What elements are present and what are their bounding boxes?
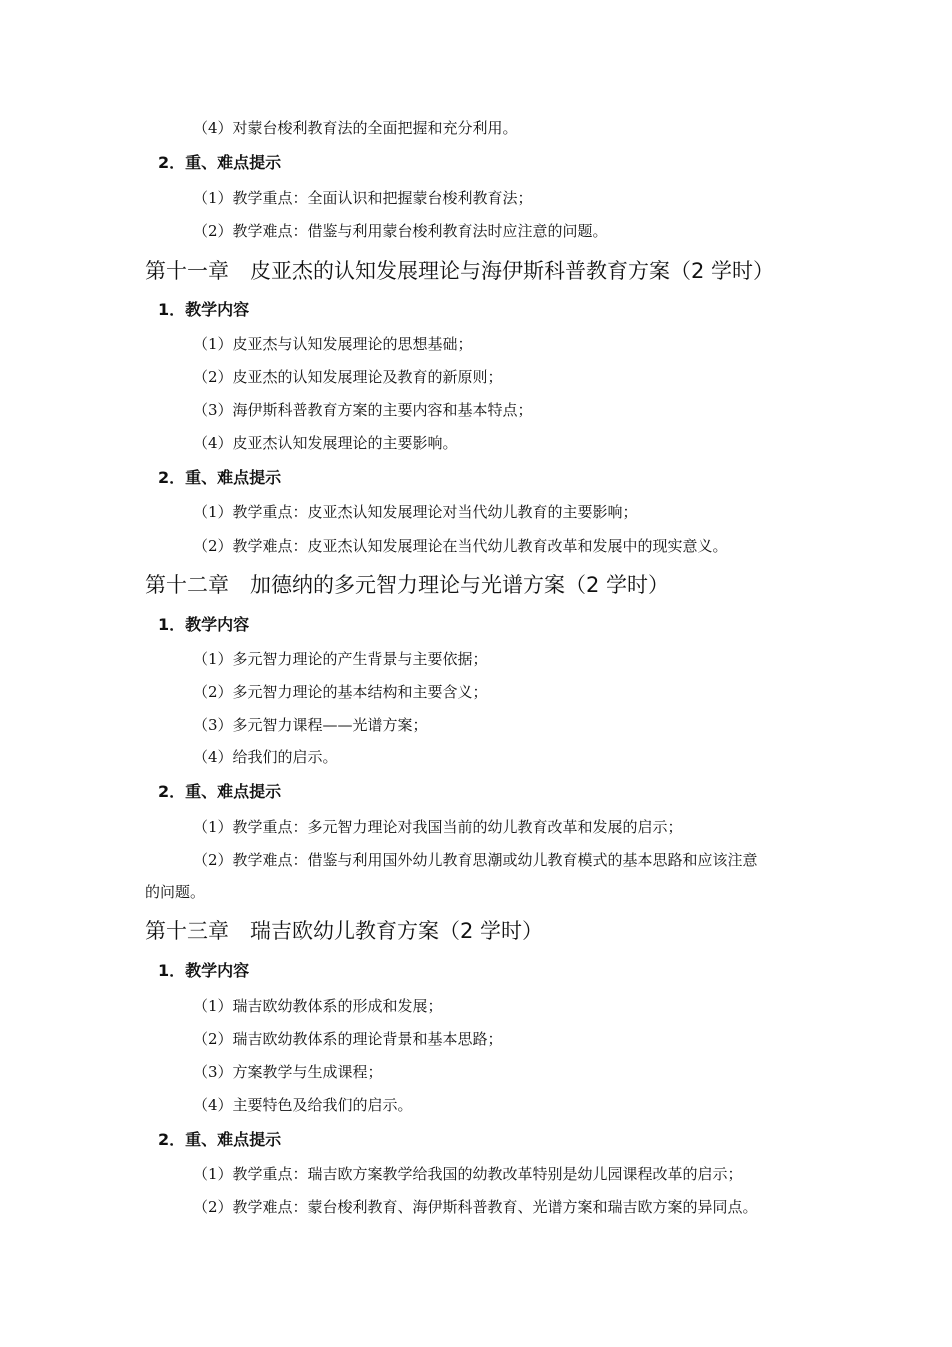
list-item: （4）皮亚杰认知发展理论的主要影响。 (193, 434, 458, 452)
section-heading-key-points: 2．重、难点提示 (158, 782, 282, 801)
list-item: （3）方案教学与生成课程； (193, 1063, 383, 1081)
list-item: （1）教学重点：瑞吉欧方案教学给我国的幼教改革特别是幼儿园课程改革的启示； (193, 1165, 743, 1183)
list-item: （2）教学难点：借鉴与利用国外幼儿教育思潮或幼儿教育模式的基本思路和应该注意 (193, 851, 758, 869)
section-heading-key-points: 2．重、难点提示 (158, 468, 282, 487)
list-item: （4）给我们的启示。 (193, 748, 338, 766)
list-item: （4）对蒙台梭利教育法的全面把握和充分利用。 (193, 119, 518, 137)
list-item: （2）教学难点：皮亚杰认知发展理论在当代幼儿教育改革和发展中的现实意义。 (193, 537, 728, 555)
list-item: （1）教学重点：多元智力理论对我国当前的幼儿教育改革和发展的启示； (193, 818, 683, 836)
list-item: （4）主要特色及给我们的启示。 (193, 1096, 413, 1114)
section-heading-key-points: 2．重、难点提示 (158, 153, 282, 172)
list-item: （1）皮亚杰与认知发展理论的思想基础； (193, 335, 473, 353)
list-item: （2）教学难点：借鉴与利用蒙台梭利教育法时应注意的问题。 (193, 222, 608, 240)
list-item: （2）皮亚杰的认知发展理论及教育的新原则； (193, 368, 503, 386)
chapter-13-title: 第十三章 瑞吉欧幼儿教育方案（2 学时） (145, 919, 544, 943)
list-item: （3）海伊斯科普教育方案的主要内容和基本特点； (193, 401, 533, 419)
list-item: （1）多元智力理论的产生背景与主要依据； (193, 650, 488, 668)
section-heading-content: 1．教学内容 (158, 615, 250, 634)
list-item: （1）教学重点：全面认识和把握蒙台梭利教育法； (193, 189, 533, 207)
list-item-continuation: 的问题。 (145, 883, 206, 901)
list-item: （2）教学难点：蒙台梭利教育、海伊斯科普教育、光谱方案和瑞吉欧方案的异同点。 (193, 1198, 758, 1216)
section-heading-content: 1．教学内容 (158, 961, 250, 980)
list-item: （3）多元智力课程——光谱方案； (193, 716, 428, 734)
list-item: （1）教学重点：皮亚杰认知发展理论对当代幼儿教育的主要影响； (193, 503, 638, 521)
chapter-12-title: 第十二章 加德纳的多元智力理论与光谱方案（2 学时） (145, 573, 670, 597)
section-heading-content: 1．教学内容 (158, 300, 250, 319)
list-item: （2）瑞吉欧幼教体系的理论背景和基本思路； (193, 1030, 503, 1048)
list-item: （2）多元智力理论的基本结构和主要含义； (193, 683, 488, 701)
chapter-11-title: 第十一章 皮亚杰的认知发展理论与海伊斯科普教育方案（2 学时） (145, 259, 775, 283)
list-item: （1）瑞吉欧幼教体系的形成和发展； (193, 997, 443, 1015)
section-heading-key-points: 2．重、难点提示 (158, 1130, 282, 1149)
